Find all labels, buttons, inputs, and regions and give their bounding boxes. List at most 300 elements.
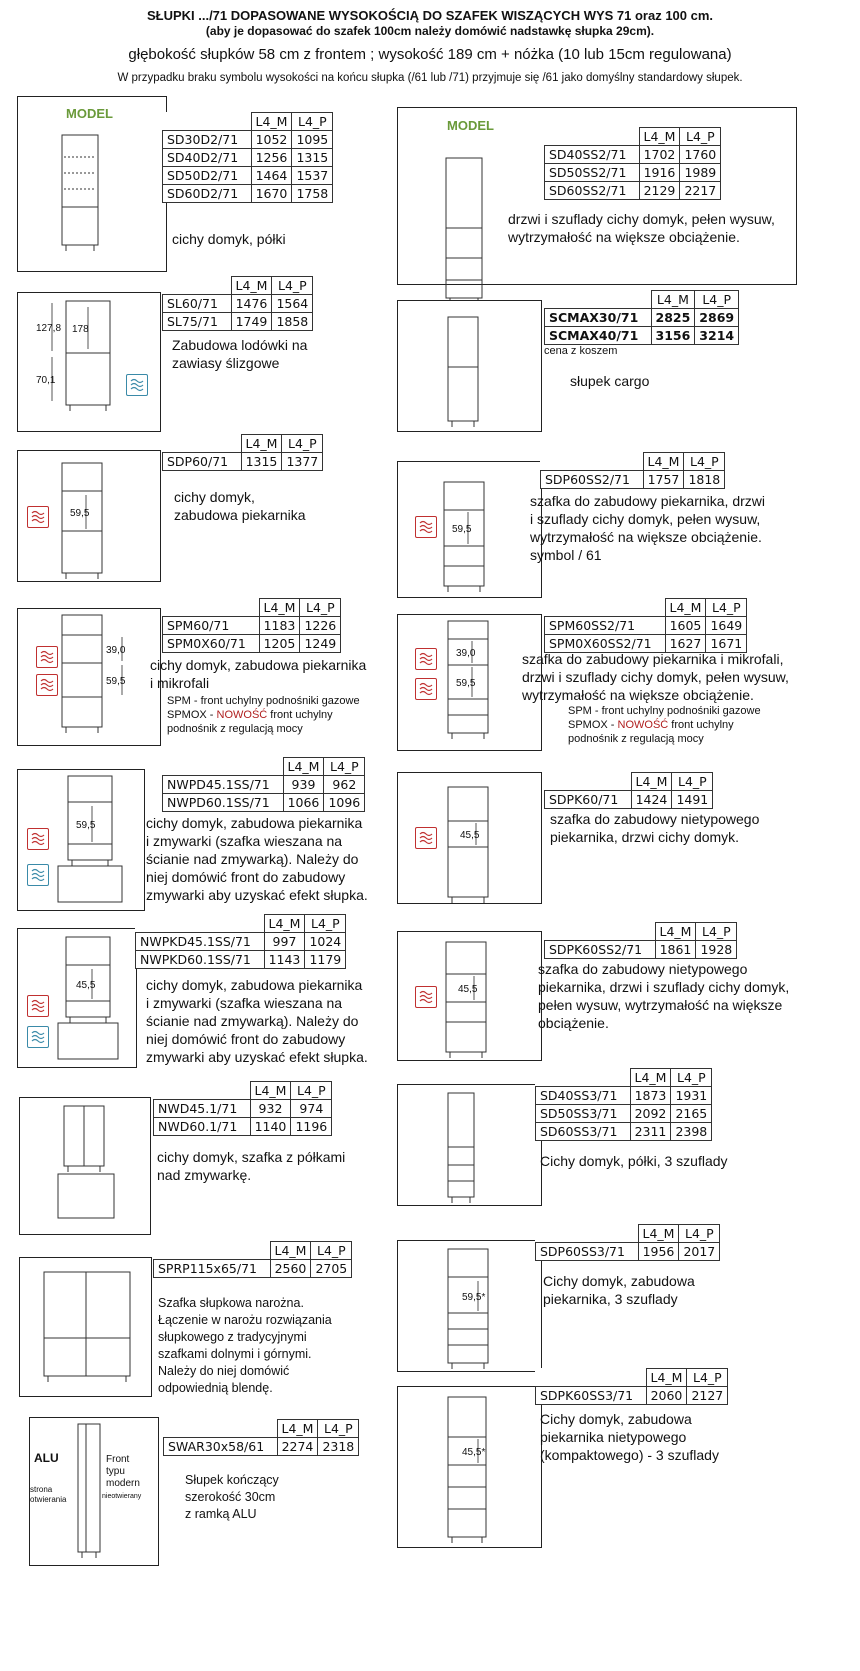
description-line: i szuflady cichy domyk, pełen wysuw, [530, 511, 761, 527]
description-line: obciążenie. [538, 1015, 609, 1031]
left-price-table-4 [162, 757, 365, 812]
price-cell: 1095 [292, 131, 333, 149]
product-code: SD50D2/71 [163, 167, 252, 185]
price-row [163, 131, 333, 149]
column-header: L4_P [300, 599, 341, 617]
right-description-5 [538, 960, 789, 1032]
product-code: SD40SS3/71 [536, 1087, 631, 1105]
table-corner [154, 1242, 271, 1260]
product-code: SD50SS2/71 [545, 164, 640, 182]
description-line: zmywarki aby uzyskać efekt słupka. [146, 887, 368, 903]
product-code: NWPD45.1SS/71 [163, 776, 284, 794]
price-row [163, 149, 333, 167]
price-row [545, 327, 739, 345]
icon-stroke [41, 680, 53, 683]
product-code: SD50SS3/71 [536, 1105, 631, 1123]
description-line: cichy domyk, zabudowa piekarnika [146, 977, 363, 993]
price-row [545, 164, 721, 182]
price-row [163, 167, 333, 185]
right-description-7 [543, 1272, 695, 1308]
right-card-7 [397, 1240, 542, 1372]
product-code: SDP60SS3/71 [536, 1243, 639, 1261]
icon-stroke [41, 660, 53, 663]
price-cell: 1424 [631, 791, 672, 809]
column-header: L4_M [259, 599, 300, 617]
product-code: SD30D2/71 [163, 131, 252, 149]
icon-stroke [32, 516, 44, 519]
product-code: SCMAX40/71 [545, 327, 652, 345]
price-cell: 3156 [651, 327, 695, 345]
column-header: L4_M [651, 291, 695, 309]
icon-stroke [32, 870, 44, 873]
product-code: NWD45.1/71 [154, 1100, 251, 1118]
product-code: SPM60/71 [163, 617, 260, 635]
description-line: cichy domyk, półki [172, 231, 286, 247]
column-header: L4_M [646, 1369, 687, 1387]
cargo-note: cena z koszem [544, 345, 618, 357]
description-line: cichy domyk, zabudowa piekarnika [146, 815, 363, 831]
description-line: Cichy domyk, zabudowa [540, 1411, 692, 1427]
column-header: L4_P [696, 923, 737, 941]
price-row [163, 295, 313, 313]
price-cell: 1140 [250, 1118, 291, 1136]
column-header: L4_P [706, 599, 747, 617]
description-line: symbol / 61 [530, 547, 602, 563]
product-code: SPM0X60SS2/71 [545, 635, 666, 653]
product-code: SDPK60/71 [545, 791, 632, 809]
oven-icon [27, 995, 49, 1017]
description-line: Zabudowa lodówki na [172, 337, 308, 353]
price-cell: 1196 [291, 1118, 332, 1136]
left-card-8 [29, 1417, 159, 1566]
price-cell: 1956 [638, 1243, 679, 1261]
dimension-label: 59,5 [70, 508, 90, 519]
cabinet-drawing [30, 1418, 158, 1565]
dimension-label: 59,5 [106, 676, 126, 687]
left-price-table-7 [153, 1241, 352, 1278]
icon-glyph [28, 507, 48, 527]
icon-stroke [131, 388, 143, 391]
right-description-3 [522, 650, 789, 704]
product-code: NWPD60.1SS/71 [163, 794, 284, 812]
table-corner [136, 915, 265, 933]
price-cell: 2129 [639, 182, 680, 200]
price-row [545, 617, 747, 635]
right-description-4 [550, 810, 759, 846]
description-line: z ramką ALU [185, 1507, 257, 1521]
cabinet-body [62, 615, 102, 727]
icon-stroke [32, 834, 44, 837]
price-cell: 1256 [251, 149, 292, 167]
left-price-table-1 [162, 276, 313, 331]
dishwasher-front [58, 1174, 114, 1218]
oven-icon [415, 678, 437, 700]
icon-stroke [420, 522, 432, 525]
left-price-table-3 [162, 598, 341, 653]
left-description-8 [185, 1472, 279, 1523]
price-cell: 939 [283, 776, 324, 794]
description-line: (kompaktowego) - 3 szuflady [540, 1447, 719, 1463]
spmox-note [167, 708, 360, 722]
price-row [541, 471, 725, 489]
column-header: L4_M [630, 1069, 671, 1087]
table-corner [536, 1369, 647, 1387]
table-corner [163, 599, 260, 617]
left-card-1 [17, 292, 161, 432]
table-corner [545, 128, 640, 146]
icon-glyph [28, 865, 48, 885]
price-cell: 997 [264, 933, 305, 951]
price-cell: 1671 [706, 635, 747, 653]
oven-icon [415, 827, 437, 849]
icon-glyph [416, 828, 436, 848]
left-card-7 [19, 1257, 152, 1397]
table-corner [163, 435, 242, 453]
dimension-label: 127,8 [36, 323, 62, 334]
icon-stroke [32, 874, 44, 877]
column-header: L4_P [292, 113, 333, 131]
price-cell: 2017 [679, 1243, 720, 1261]
table-corner [545, 599, 666, 617]
column-header: L4_P [305, 915, 346, 933]
column-header: L4_P [272, 277, 313, 295]
table-corner [154, 1082, 251, 1100]
price-cell: 1183 [259, 617, 300, 635]
icon-glyph [416, 987, 436, 1007]
price-row [163, 185, 333, 203]
description-line: odpowiednią blendę. [158, 1381, 273, 1395]
spm-note: SPM - front uchylny podnośniki gazowe [167, 695, 360, 707]
column-header: L4_M [270, 1242, 311, 1260]
description-line: i zmywarki (szafka wieszana na [146, 833, 343, 849]
description-line: cichy domyk, szafka z półkami [157, 1149, 346, 1165]
product-code: SD60SS3/71 [536, 1123, 631, 1141]
price-cell: 1377 [282, 453, 323, 471]
icon-glyph [37, 675, 57, 695]
description-line: Należy do niej domówić [158, 1364, 290, 1378]
description-line: wytrzymałość na większe obciążenie. [522, 687, 754, 703]
cabinet-drawing [20, 1258, 151, 1396]
product-code: SPM60SS2/71 [545, 617, 666, 635]
dimension-label: 59,5* [462, 1292, 486, 1303]
icon-stroke [420, 841, 432, 844]
description-line: piekarnika nietypowego [540, 1429, 687, 1445]
price-row [163, 776, 365, 794]
alu-label: ALU [34, 1451, 59, 1465]
front-label: modern [106, 1478, 140, 1489]
price-cell: 1928 [696, 941, 737, 959]
price-row [136, 951, 346, 969]
left-card-6 [19, 1097, 151, 1235]
cabinet-body [446, 942, 486, 1052]
description-line: szafka do zabudowy piekarnika, drzwi [530, 493, 766, 509]
price-cell: 2311 [630, 1123, 671, 1141]
price-cell: 1858 [272, 313, 313, 331]
price-cell: 1024 [305, 933, 346, 951]
left-description-7 [158, 1295, 332, 1397]
price-row [163, 794, 365, 812]
price-cell: 1670 [251, 185, 292, 203]
price-row [163, 617, 341, 635]
description-line: piekarnika, drzwi i szuflady cichy domyk, [538, 979, 790, 995]
price-cell: 1989 [680, 164, 721, 182]
price-cell: 1931 [671, 1087, 712, 1105]
icon-glyph [127, 375, 147, 395]
description-line: zawiasy ślizgowe [172, 355, 280, 371]
right-spm-notes-3 [568, 704, 761, 746]
price-cell: 1315 [292, 149, 333, 167]
dimension-label: 45,5 [458, 984, 478, 995]
price-cell: 2705 [311, 1260, 352, 1278]
icon-glyph [28, 1027, 48, 1047]
oven-icon [415, 986, 437, 1008]
cabinet-body [68, 776, 112, 860]
cabinet-body [448, 787, 488, 897]
right-price-table-4 [544, 772, 713, 809]
price-row [545, 309, 739, 327]
icon-stroke [420, 833, 432, 836]
price-cell: 1464 [251, 167, 292, 185]
price-cell: 2060 [646, 1387, 687, 1405]
dimension-label: 70,1 [36, 375, 56, 386]
dimension-label: 39,0 [106, 645, 126, 656]
icon-stroke [420, 996, 432, 999]
price-cell: 1758 [292, 185, 333, 203]
icon-glyph [37, 647, 57, 667]
cabinet-drawing [398, 1241, 541, 1371]
price-cell: 1564 [272, 295, 313, 313]
product-code: SDP60/71 [163, 453, 242, 471]
right-card-1 [397, 300, 542, 432]
description-line: szafkami dolnymi i górnymi. [158, 1347, 312, 1361]
description-line: ścianie nad zmywarką). Należy do [146, 851, 359, 867]
description-line: niej domówić front do zabudowy [146, 869, 346, 885]
new-badge: NOWOŚĆ [216, 709, 268, 721]
spmox-suffix: front uchylny [668, 719, 734, 731]
icon-glyph [416, 679, 436, 699]
cabinet-body [62, 135, 98, 245]
product-code: SWAR30x58/61 [164, 1438, 278, 1456]
right-price-table-2 [540, 452, 725, 489]
price-cell: 1315 [241, 453, 282, 471]
icon-stroke [420, 662, 432, 665]
description-line: i mikrofali [150, 675, 210, 691]
column-header: L4_M [638, 1225, 679, 1243]
price-cell: 2092 [630, 1105, 671, 1123]
price-cell: 1605 [665, 617, 706, 635]
description-line: cichy domyk, zabudowa piekarnika [150, 657, 367, 673]
price-cell: 1627 [665, 635, 706, 653]
icon-stroke [420, 654, 432, 657]
price-cell: 1916 [639, 164, 680, 182]
price-row [545, 941, 737, 959]
column-header: L4_M [643, 453, 684, 471]
product-code: SDPK60SS3/71 [536, 1387, 647, 1405]
description-line: słupkowego z tradycyjnymi [158, 1330, 307, 1344]
icon-glyph [416, 649, 436, 669]
price-cell: 2318 [318, 1438, 359, 1456]
icon-stroke [32, 512, 44, 515]
icon-stroke [420, 530, 432, 533]
icon-stroke [32, 842, 44, 845]
product-code: NWPKD45.1SS/71 [136, 933, 265, 951]
icon-stroke [41, 684, 53, 687]
price-cell: 1491 [672, 791, 713, 809]
price-cell: 1205 [259, 635, 300, 653]
dishwasher-icon [27, 864, 49, 886]
right-price-table-5 [544, 922, 737, 959]
right-card-6 [397, 1084, 542, 1206]
left-price-table-2 [162, 434, 323, 471]
product-code: NWD60.1/71 [154, 1118, 251, 1136]
price-row [136, 933, 346, 951]
column-header: L4_P [282, 435, 323, 453]
dimension-label: 59,5 [452, 524, 472, 535]
front-label: typu [106, 1466, 125, 1477]
right-price-table-7 [535, 1224, 720, 1261]
spmox-note [568, 718, 761, 732]
table-corner [545, 923, 656, 941]
left-description-5 [146, 976, 368, 1066]
price-row [164, 1438, 359, 1456]
dimension-label: 39,0 [456, 648, 476, 659]
price-cell: 1861 [655, 941, 696, 959]
price-cell: 1476 [231, 295, 272, 313]
oven-icon [415, 648, 437, 670]
column-header: L4_P [695, 291, 739, 309]
table-corner [163, 277, 232, 295]
icon-stroke [420, 992, 432, 995]
description-line: piekarnika, 3 szuflady [543, 1291, 678, 1307]
column-header: L4_M [631, 773, 672, 791]
price-row [536, 1387, 728, 1405]
right-price-table-6 [535, 1068, 712, 1141]
right-description-1 [570, 372, 649, 390]
icon-stroke [131, 384, 143, 387]
column-header: L4_P [318, 1420, 359, 1438]
column-header: L4_P [324, 758, 365, 776]
icon-stroke [32, 1040, 44, 1043]
column-header: L4_M [277, 1420, 318, 1438]
left-description-3 [150, 656, 366, 692]
icon-stroke [420, 1000, 432, 1003]
column-header: L4_M [655, 923, 696, 941]
description-line: szerokość 30cm [185, 1490, 276, 1504]
fridge-icon [126, 374, 148, 396]
left-price-table-6 [153, 1081, 332, 1136]
description-line: niej domówić front do zabudowy [146, 1031, 346, 1047]
side-label: strona [30, 1485, 53, 1494]
description-line: zmywarki aby uzyskać efekt słupka. [146, 1049, 368, 1065]
price-cell: 932 [250, 1100, 291, 1118]
price-row [536, 1243, 720, 1261]
description-line: nad zmywarkę. [157, 1167, 252, 1183]
price-cell: 3214 [695, 327, 739, 345]
price-cell: 2825 [651, 309, 695, 327]
column-header: L4_M [251, 113, 292, 131]
cabinet-drawing [398, 301, 541, 431]
table-corner [164, 1420, 278, 1438]
price-cell: 1537 [292, 167, 333, 185]
icon-stroke [32, 838, 44, 841]
column-header: L4_P [671, 1069, 712, 1087]
description-line: Szafka słupkowa narożna. [158, 1296, 304, 1310]
description-line: ścianie nad zmywarką). Należy do [146, 1013, 359, 1029]
price-cell: 1096 [324, 794, 365, 812]
product-code: SDPK60SS2/71 [545, 941, 656, 959]
description-line: wytrzymałość na większe obciążenie. [530, 529, 762, 545]
price-cell: 1143 [264, 951, 305, 969]
price-cell: 1749 [231, 313, 272, 331]
product-code: NWPKD60.1SS/71 [136, 951, 265, 969]
price-cell: 1760 [680, 146, 721, 164]
right-description-2 [530, 492, 765, 564]
dimension-label: 59,5 [76, 820, 96, 831]
column-header: L4_P [684, 453, 725, 471]
price-cell: 1052 [251, 131, 292, 149]
table-corner [536, 1069, 631, 1087]
dimension-label: 59,5 [456, 678, 476, 689]
dimension-label: 45,5 [460, 830, 480, 841]
right-card-8 [397, 1386, 542, 1548]
column-header: L4_P [679, 1225, 720, 1243]
spm-note: SPM - front uchylny podnośniki gazowe [568, 705, 761, 717]
description-line: szafka do zabudowy nietypowego [550, 811, 760, 827]
price-cell: 962 [324, 776, 365, 794]
cabinet-body [448, 1249, 488, 1363]
price-row [163, 635, 341, 653]
column-header: L4_P [672, 773, 713, 791]
price-cell: 1702 [639, 146, 680, 164]
price-row [154, 1100, 332, 1118]
table-corner [545, 291, 652, 309]
description-line: Cichy domyk, półki, 3 szuflady [540, 1153, 728, 1169]
column-header: L4_M [283, 758, 324, 776]
price-row [536, 1087, 712, 1105]
oven-icon [36, 646, 58, 668]
icon-stroke [420, 658, 432, 661]
price-row [536, 1105, 712, 1123]
cabinet-drawing [398, 1387, 541, 1547]
dimension-label: 178 [72, 324, 89, 335]
new-badge: NOWOŚĆ [617, 719, 669, 731]
icon-stroke [32, 1001, 44, 1004]
cabinet-body [78, 1424, 100, 1552]
price-row [545, 182, 721, 200]
product-code: SCMAX30/71 [545, 309, 652, 327]
icon-stroke [32, 1009, 44, 1012]
column-header: L4_P [291, 1082, 332, 1100]
model-label: MODEL [66, 106, 113, 121]
description-line: drzwi i szuflady cichy domyk, pełen wysuw, [508, 211, 775, 227]
dimension-label: 45,5 [76, 980, 96, 991]
left-spm-notes-3 [167, 694, 360, 736]
cabinet-drawing [18, 293, 160, 431]
left-description-1 [172, 336, 307, 372]
icon-stroke [32, 520, 44, 523]
icon-stroke [131, 380, 143, 383]
description-line: słupek cargo [570, 373, 650, 389]
cabinet-drawing [18, 97, 166, 271]
right-description-8 [540, 1410, 719, 1464]
price-cell: 2398 [671, 1123, 712, 1141]
price-cell: 2165 [671, 1105, 712, 1123]
icon-stroke [420, 526, 432, 529]
cabinet-body [448, 317, 478, 421]
cabinet-body [44, 1272, 130, 1376]
column-header: L4_P [680, 128, 721, 146]
icon-glyph [28, 829, 48, 849]
